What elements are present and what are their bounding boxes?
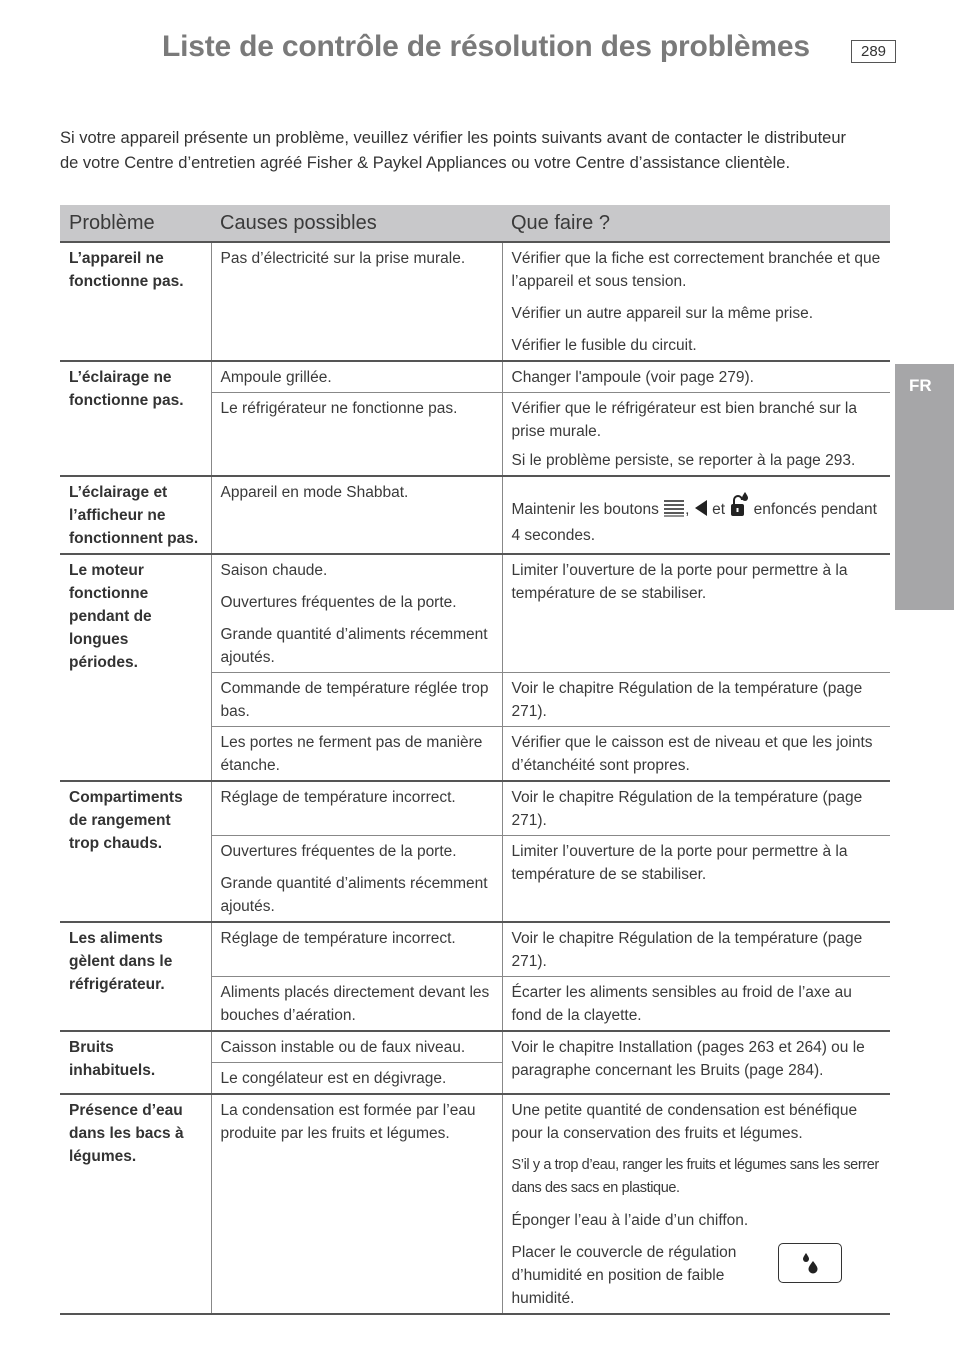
- action-text: Éponger l’eau à l’aide d’un chiffon.: [511, 1212, 749, 1229]
- cause-text: Ouvertures fréquentes de la porte.: [220, 594, 457, 611]
- problem-cell: Présence d’eau dans les bacs à légumes.: [60, 1094, 211, 1314]
- intro-paragraph: Si votre appareil présente un problème, veuillez vérifier les points suivants avant de contacter le distributeur de votre Centre d’entretien agréé Fisher & Paykel Appliances ou votre Centre d’assistance clientèle.: [60, 129, 846, 172]
- action-text: ,: [685, 501, 690, 518]
- action-cell: Changer l'ampoule (voir page 279).: [502, 361, 890, 393]
- action-cell: Voir le chapitre Régulation de la température (page 271).: [502, 922, 890, 977]
- humidity-drops-icon: [778, 1243, 842, 1283]
- cause-cell: Le congélateur est en dégivrage.: [211, 1063, 502, 1095]
- header-problem: Problème: [60, 205, 211, 242]
- problem-cell: Bruits inhabituels.: [60, 1031, 211, 1094]
- action-cell: Voir le chapitre Régulation de la température (page 271).: [502, 781, 890, 836]
- action-text: Placer le couvercle de régulation d’humidité en position de faible humidité.: [511, 1244, 737, 1307]
- action-text: Vérifier le fusible du circuit.: [511, 337, 697, 354]
- cause-cell: Réglage de température incorrect.: [211, 781, 502, 836]
- cause-cell: [211, 836, 502, 923]
- action-cell: [502, 476, 890, 554]
- cause-cell: Réglage de température incorrect.: [211, 922, 502, 977]
- action-text: Vérifier que le réfrigérateur est bien branché sur la prise murale.: [511, 400, 857, 440]
- cause-cell: Ampoule grillée.: [211, 361, 502, 393]
- cause-cell: Appareil en mode Shabbat.: [211, 476, 502, 554]
- table-row: [60, 476, 890, 554]
- cause-cell: Pas d’électricité sur la prise murale.: [211, 242, 502, 361]
- cause-text: Grande quantité d’aliments récemment ajoutés.: [220, 626, 488, 666]
- action-cell: [502, 242, 890, 361]
- page-number: 289: [851, 40, 896, 63]
- menu-lines-icon: [663, 499, 685, 524]
- action-text: enfoncés pendant 4 secondes.: [511, 501, 877, 544]
- action-cell: [502, 393, 890, 477]
- left-arrow-icon: [694, 499, 708, 524]
- action-cell: Écarter les aliments sensibles au froid de l’axe au fond de la clayette.: [502, 977, 890, 1032]
- language-tab: [895, 364, 954, 610]
- table-row: [60, 1031, 890, 1063]
- troubleshooting-table: [60, 205, 890, 1315]
- cause-cell: Caisson instable ou de faux niveau.: [211, 1031, 502, 1063]
- action-cell: Voir le chapitre Régulation de la température (page 271).: [502, 673, 890, 727]
- action-cell: Vérifier que le caisson est de niveau et que les joints d’étanchéité sont propres.: [502, 727, 890, 782]
- problem-cell: L’éclairage et l’afficheur ne fonctionnent pas.: [60, 476, 211, 554]
- action-cell: Limiter l’ouverture de la porte pour permettre à la température de se stabiliser.: [502, 554, 890, 673]
- problem-cell: Les aliments gèlent dans le réfrigérateur.: [60, 922, 211, 1031]
- action-text: Si le problème persiste, se reporter à la page 293.: [511, 452, 856, 469]
- problem-cell: L’éclairage ne fonctionne pas.: [60, 361, 211, 476]
- table-row: [60, 242, 890, 361]
- table-row: [60, 554, 890, 673]
- cause-text: Grande quantité d’aliments récemment ajoutés.: [220, 875, 488, 915]
- problem-cell: Le moteur fonctionne pendant de longues périodes.: [60, 554, 211, 781]
- action-text: Une petite quantité de condensation est bénéfique pour la conservation des fruits et légumes.: [511, 1102, 858, 1142]
- action-text: Vérifier un autre appareil sur la même prise.: [511, 305, 814, 322]
- cause-cell: Les portes ne ferment pas de manière étanche.: [211, 727, 502, 782]
- cause-text: Ouvertures fréquentes de la porte.: [220, 843, 457, 860]
- action-text: Vérifier que la fiche est correctement branchée et que l’appareil et sous tension.: [511, 250, 881, 290]
- lock-drop-icon: [729, 491, 749, 524]
- page-title: Liste de contrôle de résolution des problèmes: [162, 30, 810, 63]
- cause-cell: Le réfrigérateur ne fonctionne pas.: [211, 393, 502, 477]
- table-row: [60, 922, 890, 977]
- cause-cell: Commande de température réglée trop bas.: [211, 673, 502, 727]
- table-header-row: [60, 205, 890, 242]
- header-actions: Que faire ?: [502, 205, 890, 242]
- problem-cell: Compartiments de rangement trop chauds.: [60, 781, 211, 922]
- problem-cell: L’appareil ne fonctionne pas.: [60, 242, 211, 361]
- cause-cell: La condensation est formée par l’eau produite par les fruits et légumes.: [211, 1094, 502, 1314]
- action-text: et: [712, 501, 726, 518]
- language-tab-label: FR: [909, 376, 932, 395]
- table-row: [60, 361, 890, 393]
- action-cell: [502, 1094, 890, 1314]
- action-text: S’il y a trop d’eau, ranger les fruits et légumes sans les serrer dans des sacs en plastique.: [511, 1157, 879, 1196]
- action-text: Maintenir les boutons: [511, 501, 659, 518]
- cause-cell: Aliments placés directement devant les bouches d’aération.: [211, 977, 502, 1032]
- cause-cell: [211, 554, 502, 673]
- table-row: [60, 781, 890, 836]
- action-cell: Limiter l’ouverture de la porte pour permettre à la température de se stabiliser.: [502, 836, 890, 923]
- table-row: [60, 1094, 890, 1314]
- header-causes: Causes possibles: [211, 205, 502, 242]
- action-cell: Voir le chapitre Installation (pages 263 et 264) ou le paragraphe concernant les Bruits (page 284).: [502, 1031, 890, 1094]
- cause-text: Saison chaude.: [220, 562, 328, 579]
